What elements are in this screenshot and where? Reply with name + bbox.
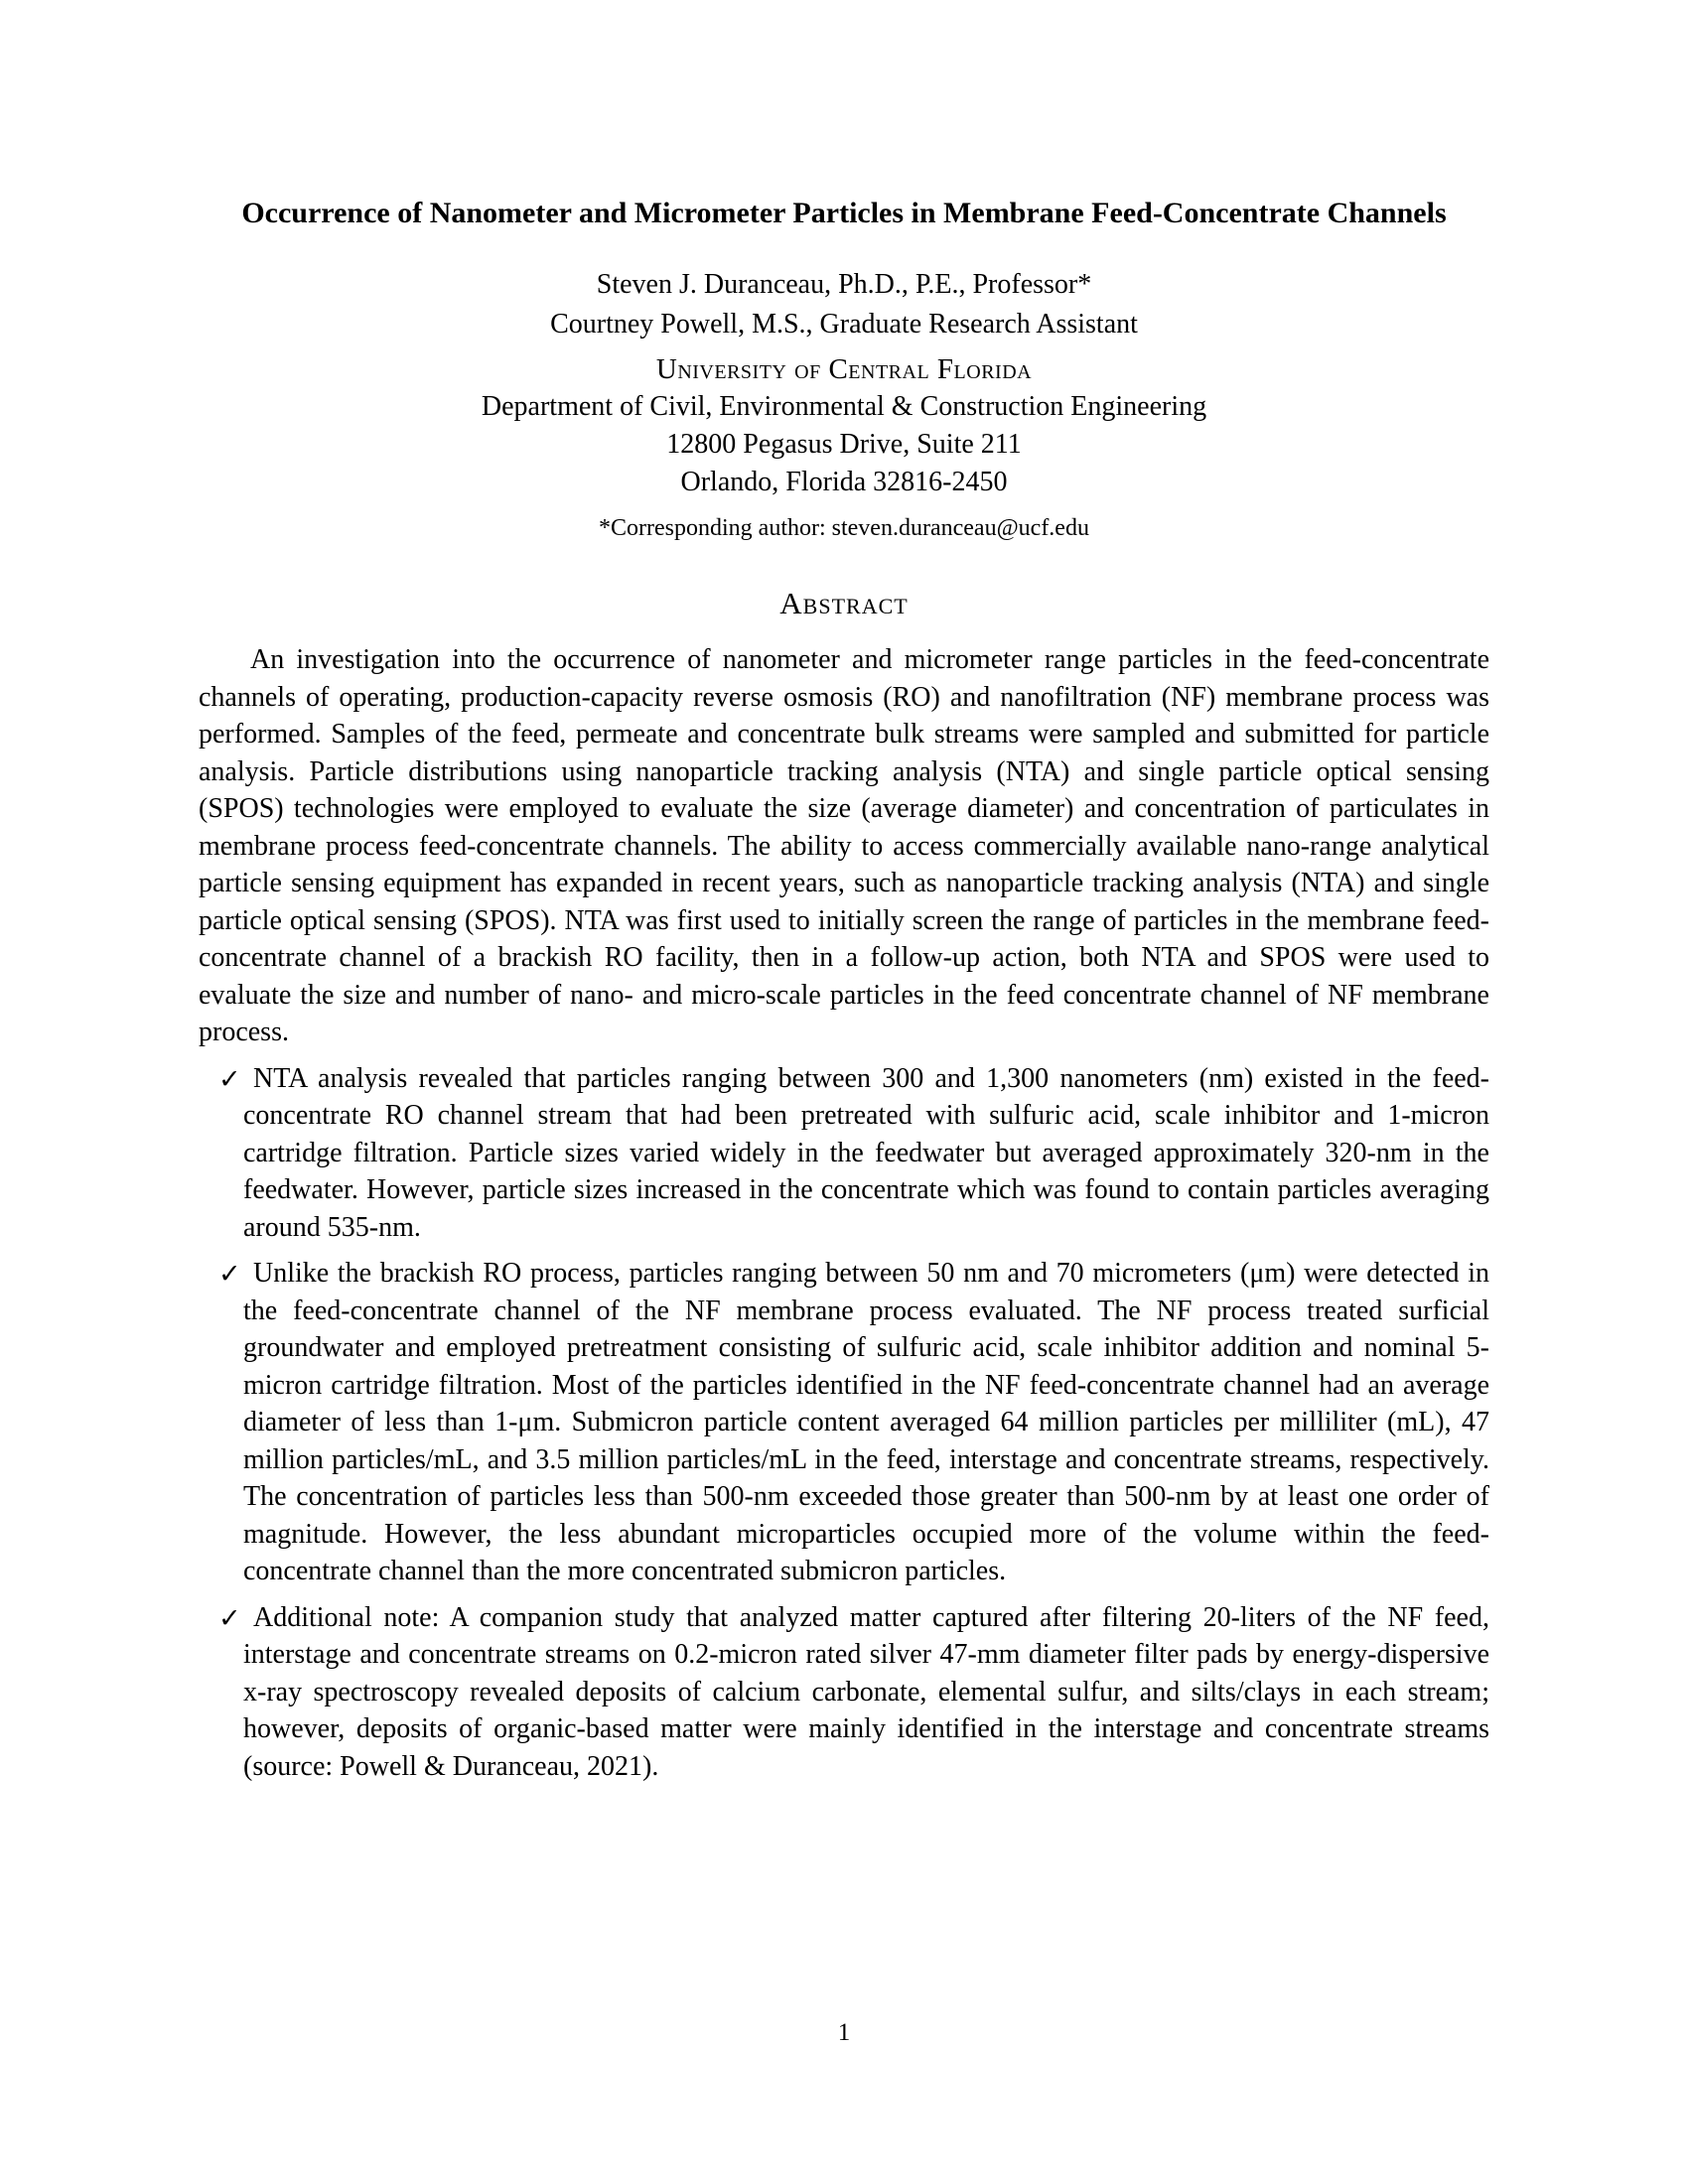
bullet-item [199,1599,1489,1786]
affiliation-address-street: 12800 Pegasus Drive, Suite 211 [666,429,1022,460]
bullet-item [199,1060,1489,1247]
page-number: 1 [837,2019,851,2046]
paper-title: Occurrence of Nanometer and Micrometer Particles in Membrane Feed-Concentrate Channels [241,197,1447,229]
author-block [199,265,1489,344]
author-line-1: Steven J. Duranceau, Ph.D., P.E., Professor* [596,269,1092,300]
checkmark-icon: ✓ [218,1063,241,1094]
affiliation-department: Department of Civil, Environmental & Construction Engineering [481,391,1207,422]
bullet-text-nf-process: Unlike the brackish RO process, particles ranging between 50 nm and 70 micrometers (μm) were detected in the feed-concentrate channel of the NF membrane process evaluated. The NF process treated surficial groundwater and employed pretreatment consisting of sulfuric acid, scale inhibitor addition and nominal 5-micron cartridge filtration. Most of the particles identified in the NF feed-concentrate channel had an average diameter of less than 1-μm. Submicron particle content averaged 64 million particles per milliliter (mL), 47 million particles/mL, and 3.5 million particles/mL in the feed, interstage and concentrate streams, respectively. The concentration of particles less than 500-nm exceeded those greater than 500-nm by at least one order of magnitude. However, the less abundant microparticles occupied more of the volume within the feed-concentrate channel than the more concentrated submicron particles. [243,1258,1489,1586]
affiliation-block [199,350,1489,501]
abstract-heading: Abstract [779,586,909,620]
checkmark-icon: ✓ [218,1602,241,1633]
bullet-text-additional-note: Additional note: A companion study that analyzed matter captured after filtering 20-liters of the NF feed, interstage and concentrate streams on 0.2-micron rated silver 47-mm diameter filter pads by energy-dispersive x-ray spectroscopy revealed deposits of calcium carbonate, elemental sulfur, and silts/clays in each stream; however, deposits of organic-based matter were mainly identified in the interstage and concentrate streams (source: Powell & Duranceau, 2021). [243,1601,1489,1782]
author-line-2: Courtney Powell, M.S., Graduate Research Assistant [550,309,1138,340]
page-content [199,194,1489,1785]
affiliation-address-city: Orlando, Florida 32816-2450 [680,467,1008,497]
bullet-text-nta-ro: NTA analysis revealed that particles ranging between 300 and 1,300 nanometers (nm) existed in the feed-concentrate RO channel stream that had been pretreated with sulfuric acid, scale inhibitor and 1-micron cartridge filtration. Particle sizes varied widely in the feedwater but averaged approximately 320-nm in the feedwater. However, particle sizes increased in the concentrate which was found to contain particles averaging around 535-nm. [243,1062,1489,1243]
affiliation-university: University of Central Florida [655,353,1033,385]
bullet-item [199,1255,1489,1590]
corresponding-author-note: *Corresponding author: steven.duranceau@ucf.edu [599,515,1089,541]
checkmark-icon: ✓ [218,1259,241,1289]
abstract-paragraph: An investigation into the occurrence of nanometer and micrometer range particles in the feed-concentrate channels of operating, production-capacity reverse osmosis (RO) and nanofiltration (NF) membrane process was performed. Samples of the feed, permeate and concentrate bulk streams were sampled and submitted for particle analysis. Particle distributions using nanoparticle tracking analysis (NTA) and single particle optical sensing (SPOS) technologies were employed to evaluate the size (average diameter) and concentration of particulates in membrane process feed-concentrate channels. The ability to access commercially available nano-range analytical particle sensing equipment has expanded in recent years, such as nanoparticle tracking analysis (NTA) and single particle optical sensing (SPOS). NTA was first used to initially screen the range of particles in the membrane feed-concentrate channel of a brackish RO facility, then in a follow-up action, both NTA and SPOS were used to evaluate the size and number of nano- and micro-scale particles in the feed concentrate channel of NF membrane process. [199,644,1489,1047]
